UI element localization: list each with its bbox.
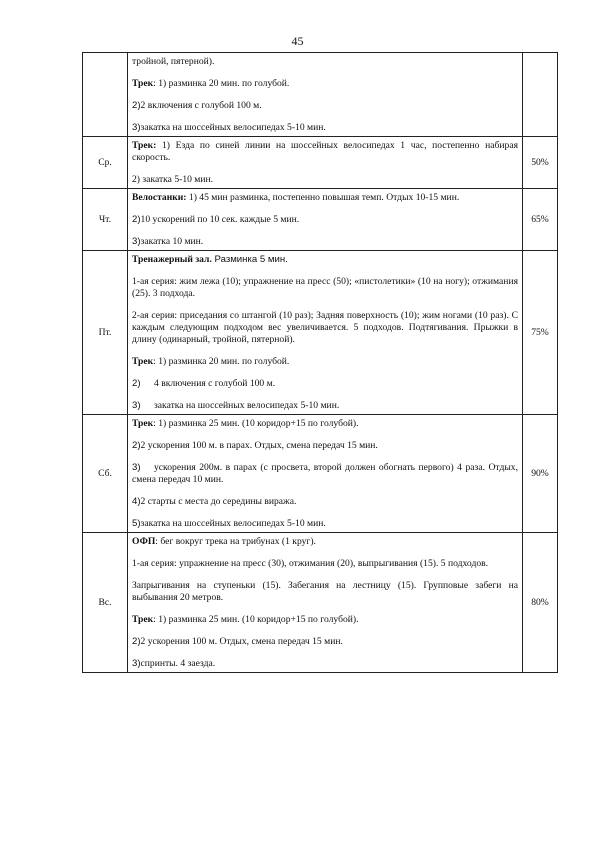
schedule-row: [83, 53, 558, 137]
day-cell: Сб.: [83, 415, 128, 533]
workout-line: [132, 236, 518, 248]
intensity-percent-cell: 80%: [523, 533, 558, 673]
workout-text: Разминка 5 мин.: [211, 254, 288, 265]
workout-cell: [128, 533, 523, 673]
workout-line: [132, 462, 518, 486]
workout-text: ускорения 200м. в парах (с просвета, второй должен обогнать первого) 4 раза. Отдых, смена передач 10 мин.: [132, 462, 518, 485]
workout-text: : 1) разминка 20 мин. по голубой.: [153, 356, 290, 367]
workout-line: [132, 276, 518, 300]
workout-line: [132, 518, 518, 530]
workout-line: [132, 56, 518, 68]
workout-section-label: ОФП: [132, 536, 156, 547]
workout-text: : бег вокруг трека на трибунах (1 круг).: [155, 536, 316, 547]
workout-line: [132, 214, 518, 226]
workout-line: [132, 558, 518, 570]
workout-section-label: Трек: [132, 614, 154, 625]
workout-cell: [128, 251, 523, 415]
workout-line: [132, 536, 518, 548]
workout-section-label: Велостанки:: [132, 192, 187, 203]
workout-text: тройной, пятерной).: [132, 56, 215, 67]
workout-line: [132, 78, 518, 90]
workout-line: [132, 496, 518, 508]
intensity-percent-cell: [523, 53, 558, 137]
workout-section-label: Тренажерный зал.: [132, 254, 212, 265]
workout-text: закатка на шоссейных велосипедах 5-10 мин.: [140, 122, 326, 133]
workout-line: [132, 356, 518, 368]
day-cell: Вс.: [83, 533, 128, 673]
workout-text: 2 ускорения 100 м. в парах. Отдых, смена передач 15 мин.: [140, 440, 378, 451]
workout-cell: [128, 53, 523, 137]
schedule-row: [83, 251, 558, 415]
workout-line: [132, 614, 518, 626]
step-number: 2): [132, 100, 141, 111]
workout-text: закатка 10 мин.: [140, 236, 204, 247]
day-cell: Ср.: [83, 137, 128, 189]
workout-text: 2 ускорения 100 м. Отдых, смена передач 15 мин.: [140, 636, 343, 647]
intensity-percent-cell: 90%: [523, 415, 558, 533]
workout-line: [132, 140, 518, 164]
day-cell: Пт.: [83, 251, 128, 415]
workout-cell: [128, 137, 523, 189]
workout-text: : 1) разминка 25 мин. (10 коридор+15 по голубой).: [153, 418, 359, 429]
step-number: 3): [132, 400, 141, 411]
step-number: 2): [132, 440, 141, 451]
workout-cell: [128, 415, 523, 533]
workout-line: [132, 174, 518, 186]
workout-section-label: Трек: [132, 418, 154, 429]
workout-line: [132, 378, 518, 390]
workout-text: 1) 45 мин разминка, постепенно повышая темп. Отдых 10-15 мин.: [186, 192, 460, 203]
workout-section-label: Трек: [132, 356, 154, 367]
step-number: 2): [132, 214, 141, 225]
workout-text: 2 включения с голубой 100 м.: [140, 100, 262, 111]
workout-text: закатка на шоссейных велосипедах 5-10 мин.: [154, 400, 340, 411]
workout-line: [132, 310, 518, 346]
schedule-row: [83, 533, 558, 673]
step-number: 5): [132, 518, 141, 529]
workout-cell: [128, 189, 523, 251]
page-number: 45: [291, 34, 304, 48]
step-number: 2): [132, 636, 141, 647]
workout-text: 1-ая серия: упражнение на пресс (30), отжимания (20), выпрыгивания (15). 5 подходов.: [132, 558, 489, 569]
intensity-percent-cell: 50%: [523, 137, 558, 189]
workout-text: 1) Езда по синей линии на шоссейных велосипедах 1 час, постепенно набирая скорость.: [132, 140, 518, 163]
workout-line: [132, 658, 518, 670]
schedule-row: [83, 137, 558, 189]
workout-text: 2-ая серия: приседания со штангой (10 раз); Задняя поверхность (10); жим ногами (10 раз). С каждым следующим подходом вес увеличивается. 5 подходов. Подтягивания. Прыжки в длину (одинарный, тройной, пятерной).: [132, 310, 518, 345]
workout-line: [132, 580, 518, 604]
workout-line: [132, 192, 518, 204]
workout-section-label: Трек: [132, 78, 154, 89]
intensity-percent-cell: 75%: [523, 251, 558, 415]
workout-text: : 1) разминка 25 мин. (10 коридор+15 по голубой).: [153, 614, 359, 625]
step-number: 4): [132, 496, 141, 507]
workout-text: закатка на шоссейных велосипедах 5-10 мин.: [140, 518, 326, 529]
workout-text: 2) закатка 5-10 мин.: [132, 174, 214, 185]
workout-line: [132, 122, 518, 134]
workout-text: 10 ускорений по 10 сек. каждые 5 мин.: [140, 214, 300, 225]
workout-text: 4 включения с голубой 100 м.: [154, 378, 276, 389]
step-number: 3): [132, 658, 141, 669]
training-schedule-table: [82, 52, 558, 673]
workout-text: Запрыгивания на ступеньки (15). Забегания на лестницу (15). Групповые забеги на выбывания 20 метров.: [132, 580, 518, 603]
day-cell: [83, 53, 128, 137]
workout-line: [132, 254, 518, 266]
intensity-percent-cell: 65%: [523, 189, 558, 251]
day-cell: Чт.: [83, 189, 128, 251]
workout-line: [132, 636, 518, 648]
workout-line: [132, 440, 518, 452]
step-number: 3): [132, 462, 141, 473]
workout-text: : 1) разминка 20 мин. по голубой.: [153, 78, 290, 89]
step-number: 3): [132, 122, 141, 133]
workout-section-label: Трек:: [132, 140, 157, 151]
schedule-row: [83, 189, 558, 251]
workout-text: 1-ая серия: жим лежа (10); упражнение на пресс (50); «пистолетики» (10 на ногу); отжимания (25). 3 подхода.: [132, 276, 518, 299]
workout-text: спринты. 4 заезда.: [140, 658, 216, 669]
workout-line: [132, 100, 518, 112]
schedule-row: [83, 415, 558, 533]
step-number: 2): [132, 378, 141, 389]
workout-line: [132, 400, 518, 412]
step-number: 3): [132, 236, 141, 247]
workout-text: 2 старты с места до середины виража.: [140, 496, 297, 507]
workout-line: [132, 418, 518, 430]
